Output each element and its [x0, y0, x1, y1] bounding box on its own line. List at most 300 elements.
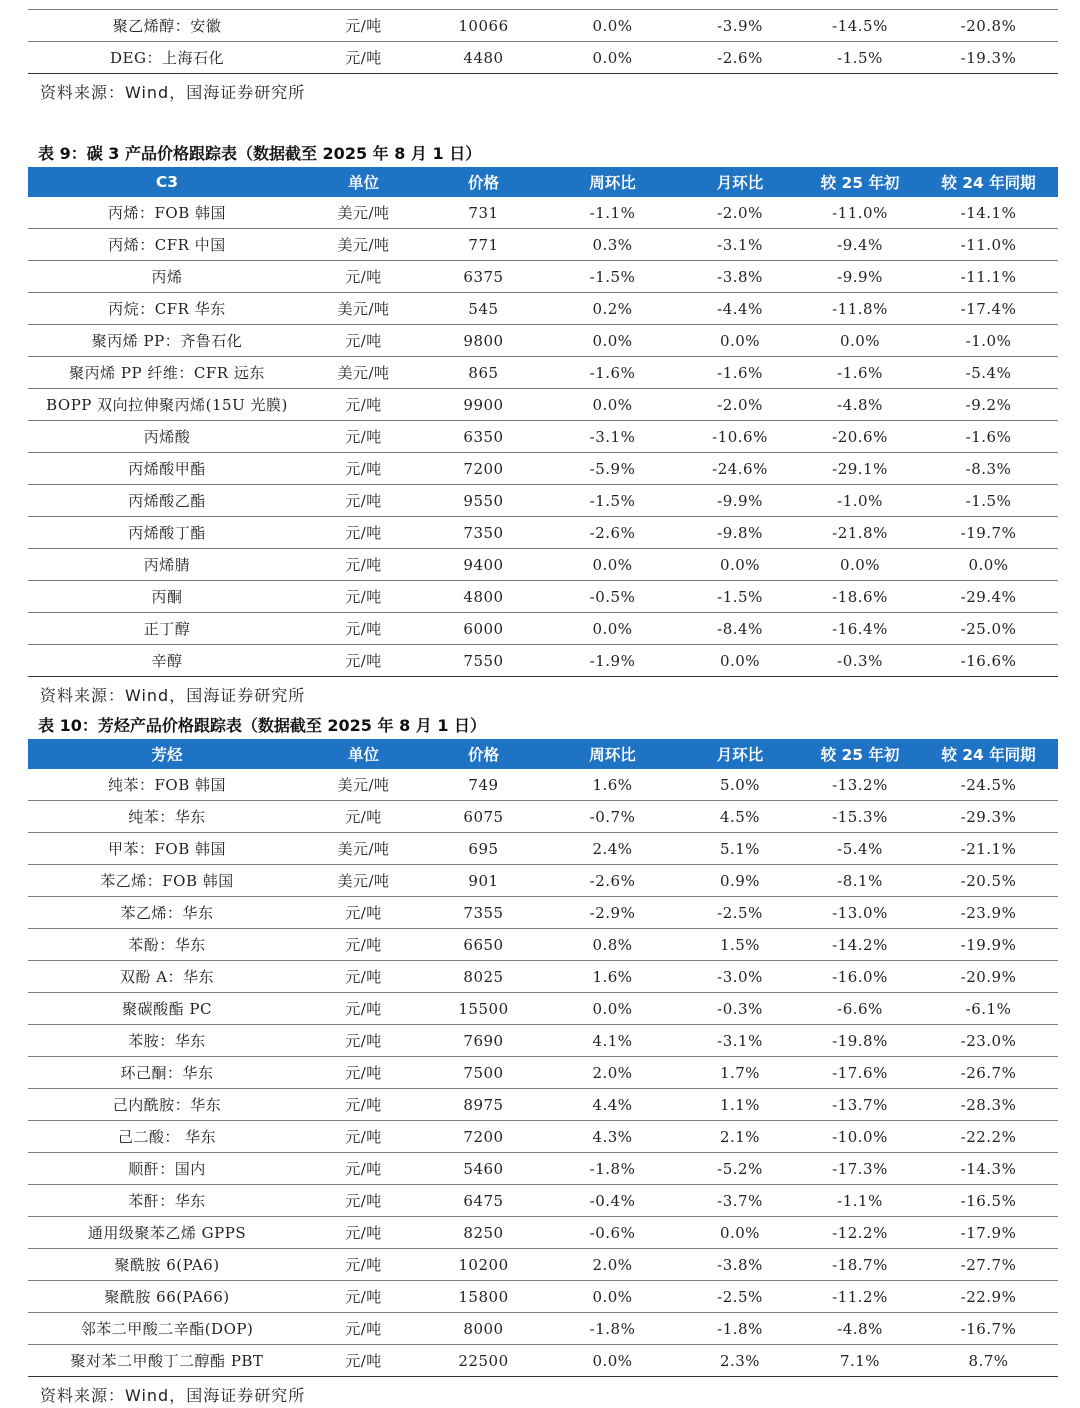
table-cell: -19.9% — [919, 929, 1058, 961]
table-cell: 顺酐：国内 — [28, 1153, 306, 1185]
table-cell: 元/吨 — [306, 897, 421, 929]
column-header: 较 24 年同期 — [919, 739, 1058, 769]
table-cell: 0.0% — [546, 1345, 679, 1377]
table-cell: 15500 — [421, 993, 546, 1025]
column-header: 价格 — [421, 739, 546, 769]
table-cell: 9800 — [421, 325, 546, 357]
table-cell: -14.2% — [801, 929, 919, 961]
table-cell: -4.8% — [801, 1313, 919, 1345]
table-row — [28, 261, 1058, 293]
table-cell: -5.2% — [679, 1153, 801, 1185]
table-cell: 0.0% — [919, 549, 1058, 581]
table-cell: 苯乙烯：FOB 韩国 — [28, 865, 306, 897]
table-cell: 苯胺：华东 — [28, 1025, 306, 1057]
table-cell: -1.5% — [679, 581, 801, 613]
table-cell: -29.3% — [919, 801, 1058, 833]
table-cell: 元/吨 — [306, 389, 421, 421]
table-cell: 8.7% — [919, 1345, 1058, 1377]
table-cell: 1.1% — [679, 1089, 801, 1121]
column-header: C3 — [28, 167, 306, 197]
table-cell: 聚乙烯醇：安徽 — [28, 10, 306, 42]
table-cell: 0.0% — [801, 325, 919, 357]
table-cell: 4.1% — [546, 1025, 679, 1057]
table-row — [28, 1153, 1058, 1185]
table-cell: -1.8% — [546, 1153, 679, 1185]
table-row — [28, 1185, 1058, 1217]
table-cell: 聚丙烯 PP：齐鲁石化 — [28, 325, 306, 357]
table-cell: -17.6% — [801, 1057, 919, 1089]
table-cell: -14.5% — [801, 10, 919, 42]
table-row — [28, 453, 1058, 485]
table-cell: -1.6% — [546, 357, 679, 389]
table-cell: -0.7% — [546, 801, 679, 833]
table-cell: -12.2% — [801, 1217, 919, 1249]
table-row — [28, 1249, 1058, 1281]
table-cell: -19.3% — [919, 42, 1058, 74]
table-cell: 美元/吨 — [306, 229, 421, 261]
table-cell: 695 — [421, 833, 546, 865]
table-row — [28, 801, 1058, 833]
table-cell: 9900 — [421, 389, 546, 421]
table-row — [28, 581, 1058, 613]
table-cell: 8250 — [421, 1217, 546, 1249]
table-cell: 4.5% — [679, 801, 801, 833]
table-cell: 0.0% — [546, 325, 679, 357]
table-row — [28, 961, 1058, 993]
table-cell: -4.4% — [679, 293, 801, 325]
table-cell: 美元/吨 — [306, 197, 421, 229]
table-row — [28, 865, 1058, 897]
table-cell: -20.5% — [919, 865, 1058, 897]
table-cell: 元/吨 — [306, 645, 421, 677]
table-cell: 0.0% — [679, 1217, 801, 1249]
aromatics-price-table — [28, 739, 1058, 1377]
column-header: 月环比 — [679, 739, 801, 769]
table-row — [28, 325, 1058, 357]
table-cell: 1.6% — [546, 961, 679, 993]
table-cell: -13.2% — [801, 769, 919, 801]
table-cell: -20.6% — [801, 421, 919, 453]
table-cell: -1.5% — [919, 485, 1058, 517]
table-cell: -21.1% — [919, 833, 1058, 865]
table-row — [28, 485, 1058, 517]
table-cell: 1.6% — [546, 769, 679, 801]
table-cell: 聚碳酸酯 PC — [28, 993, 306, 1025]
table-cell: -17.9% — [919, 1217, 1058, 1249]
table-cell: 元/吨 — [306, 1089, 421, 1121]
table-cell: 聚对苯二甲酸丁二醇酯 PBT — [28, 1345, 306, 1377]
table-cell: 邻苯二甲酸二辛酯(DOP) — [28, 1313, 306, 1345]
table-cell: 22500 — [421, 1345, 546, 1377]
table-cell: -3.8% — [679, 1249, 801, 1281]
table-row — [28, 197, 1058, 229]
table-cell: 0.0% — [546, 993, 679, 1025]
table-cell: 4800 — [421, 581, 546, 613]
table-cell: -16.0% — [801, 961, 919, 993]
table-cell: -2.6% — [546, 865, 679, 897]
table-cell: 0.0% — [546, 613, 679, 645]
table-cell: -11.8% — [801, 293, 919, 325]
table-cell: 7.1% — [801, 1345, 919, 1377]
table-cell: -2.0% — [679, 389, 801, 421]
table-cell: 0.0% — [679, 645, 801, 677]
table-cell: -2.6% — [679, 42, 801, 74]
table-cell: 6000 — [421, 613, 546, 645]
table-cell: -11.0% — [919, 229, 1058, 261]
table-cell: 正丁醇 — [28, 613, 306, 645]
table-cell: 元/吨 — [306, 1249, 421, 1281]
column-header: 单位 — [306, 167, 421, 197]
table-cell: 元/吨 — [306, 1281, 421, 1313]
table-cell: 5460 — [421, 1153, 546, 1185]
table-cell: -3.0% — [679, 961, 801, 993]
table-cell: -27.7% — [919, 1249, 1058, 1281]
column-header: 周环比 — [546, 167, 679, 197]
table-cell: 0.0% — [679, 325, 801, 357]
source-note: 资料来源：Wind，国海证券研究所 — [40, 686, 306, 705]
table-cell: -15.3% — [801, 801, 919, 833]
table-row — [28, 357, 1058, 389]
table-cell: -0.3% — [801, 645, 919, 677]
table-cell: -9.8% — [679, 517, 801, 549]
table-cell: -13.7% — [801, 1089, 919, 1121]
table-cell: 元/吨 — [306, 581, 421, 613]
table-cell: -2.9% — [546, 897, 679, 929]
table-cell: -1.6% — [919, 421, 1058, 453]
table-cell: 环己酮：华东 — [28, 1057, 306, 1089]
table-cell: 丙烯酸丁酯 — [28, 517, 306, 549]
table-cell: 丙烯酸甲酯 — [28, 453, 306, 485]
table-cell: 苯酚：华东 — [28, 929, 306, 961]
table-cell: -2.6% — [546, 517, 679, 549]
table-cell: -2.5% — [679, 1281, 801, 1313]
table-cell: -16.7% — [919, 1313, 1058, 1345]
table-cell: -13.0% — [801, 897, 919, 929]
column-header: 价格 — [421, 167, 546, 197]
table-cell: 通用级聚苯乙烯 GPPS — [28, 1217, 306, 1249]
table-cell: -22.9% — [919, 1281, 1058, 1313]
table-cell: 8975 — [421, 1089, 546, 1121]
table-cell: -1.1% — [801, 1185, 919, 1217]
table-cell: 7200 — [421, 1121, 546, 1153]
table-row — [28, 389, 1058, 421]
table-cell: BOPP 双向拉伸聚丙烯(15U 光膜) — [28, 389, 306, 421]
table-row — [28, 549, 1058, 581]
table-cell: 7500 — [421, 1057, 546, 1089]
table-cell: 5.0% — [679, 769, 801, 801]
table-cell: 己二酸： 华东 — [28, 1121, 306, 1153]
table-cell: -19.8% — [801, 1025, 919, 1057]
column-header: 较 24 年同期 — [919, 167, 1058, 197]
table-cell: -9.9% — [679, 485, 801, 517]
table-cell: 丙烯：FOB 韩国 — [28, 197, 306, 229]
table-cell: 7200 — [421, 453, 546, 485]
table-cell: -16.6% — [919, 645, 1058, 677]
table-cell: 0.0% — [801, 549, 919, 581]
table-cell: 己内酰胺：华东 — [28, 1089, 306, 1121]
table-cell: 聚酰胺 6(PA6) — [28, 1249, 306, 1281]
table-cell: 元/吨 — [306, 1025, 421, 1057]
table-cell: -3.1% — [679, 229, 801, 261]
table-row — [28, 42, 1058, 74]
table-cell: -1.9% — [546, 645, 679, 677]
table-cell: 0.8% — [546, 929, 679, 961]
table-cell: 10066 — [421, 10, 546, 42]
table-cell: -3.1% — [679, 1025, 801, 1057]
table-cell: -5.4% — [919, 357, 1058, 389]
table-cell: -1.8% — [679, 1313, 801, 1345]
table-cell: 0.0% — [546, 10, 679, 42]
table-cell: -3.9% — [679, 10, 801, 42]
table-cell: -14.3% — [919, 1153, 1058, 1185]
table-cell: 辛醇 — [28, 645, 306, 677]
table-cell: 元/吨 — [306, 993, 421, 1025]
table-row — [28, 1281, 1058, 1313]
column-header: 单位 — [306, 739, 421, 769]
table-cell: 美元/吨 — [306, 833, 421, 865]
table-row — [28, 1057, 1058, 1089]
table-cell: 0.0% — [546, 389, 679, 421]
table-cell: -4.8% — [801, 389, 919, 421]
table-cell: 元/吨 — [306, 1153, 421, 1185]
table-cell: 2.0% — [546, 1057, 679, 1089]
table-cell: 元/吨 — [306, 325, 421, 357]
table-cell: -17.3% — [801, 1153, 919, 1185]
table-cell: -0.3% — [679, 993, 801, 1025]
source-note: 资料来源：Wind，国海证券研究所 — [40, 83, 306, 102]
table-cell: 7355 — [421, 897, 546, 929]
table-cell: 元/吨 — [306, 261, 421, 293]
table-cell: 0.3% — [546, 229, 679, 261]
table-cell: -1.1% — [546, 197, 679, 229]
table-row — [28, 1121, 1058, 1153]
table-cell: -0.6% — [546, 1217, 679, 1249]
table-cell: -9.2% — [919, 389, 1058, 421]
table-cell: -16.5% — [919, 1185, 1058, 1217]
table-cell: 545 — [421, 293, 546, 325]
table-cell: 苯酐：华东 — [28, 1185, 306, 1217]
table-cell: 8025 — [421, 961, 546, 993]
table-cell: 元/吨 — [306, 549, 421, 581]
table-cell: -24.5% — [919, 769, 1058, 801]
table-cell: -5.4% — [801, 833, 919, 865]
c3-price-table — [28, 167, 1058, 677]
table-caption: 表 9：碳 3 产品价格跟踪表（数据截至 2025 年 8 月 1 日） — [38, 144, 482, 163]
table-cell: 纯苯：FOB 韩国 — [28, 769, 306, 801]
table-cell: 丙烯酸 — [28, 421, 306, 453]
table-row — [28, 1313, 1058, 1345]
table-row — [28, 10, 1058, 42]
table-cell: 0.0% — [679, 549, 801, 581]
table-cell: -8.3% — [919, 453, 1058, 485]
table-cell: -23.9% — [919, 897, 1058, 929]
table-cell: 6375 — [421, 261, 546, 293]
table-cell: -9.4% — [801, 229, 919, 261]
table-cell: -1.8% — [546, 1313, 679, 1345]
table-cell: -11.0% — [801, 197, 919, 229]
table-cell: -1.6% — [801, 357, 919, 389]
table-cell: 元/吨 — [306, 10, 421, 42]
table-cell: 双酚 A：华东 — [28, 961, 306, 993]
table-row — [28, 293, 1058, 325]
table-row — [28, 613, 1058, 645]
table-cell: 甲苯：FOB 韩国 — [28, 833, 306, 865]
table-row — [28, 645, 1058, 677]
table-cell: -29.1% — [801, 453, 919, 485]
table-cell: 2.1% — [679, 1121, 801, 1153]
table-cell: 美元/吨 — [306, 769, 421, 801]
table-cell: 15800 — [421, 1281, 546, 1313]
table-cell: 6350 — [421, 421, 546, 453]
table-row — [28, 833, 1058, 865]
table-cell: 4.4% — [546, 1089, 679, 1121]
table-cell: -6.6% — [801, 993, 919, 1025]
table-cell: 苯乙烯：华东 — [28, 897, 306, 929]
table-cell: -1.5% — [546, 485, 679, 517]
table-cell: -6.1% — [919, 993, 1058, 1025]
table-cell: -19.7% — [919, 517, 1058, 549]
table-cell: 元/吨 — [306, 961, 421, 993]
table-cell: -11.1% — [919, 261, 1058, 293]
table-cell: 5.1% — [679, 833, 801, 865]
table-cell: -11.2% — [801, 1281, 919, 1313]
table-cell: -1.5% — [801, 42, 919, 74]
table-cell: 美元/吨 — [306, 357, 421, 389]
table-cell: 丙烯酸乙酯 — [28, 485, 306, 517]
table-row — [28, 421, 1058, 453]
table-cell: 749 — [421, 769, 546, 801]
table-cell: 元/吨 — [306, 453, 421, 485]
table-cell: -18.6% — [801, 581, 919, 613]
table-cell: -3.1% — [546, 421, 679, 453]
table-row — [28, 1025, 1058, 1057]
table-cell: 2.4% — [546, 833, 679, 865]
table-cell: 6475 — [421, 1185, 546, 1217]
table-cell: -9.9% — [801, 261, 919, 293]
table-cell: 2.0% — [546, 1249, 679, 1281]
table-cell: -16.4% — [801, 613, 919, 645]
table-cell: -3.8% — [679, 261, 801, 293]
source-note: 资料来源：Wind，国海证券研究所 — [40, 1386, 306, 1405]
table-cell: 元/吨 — [306, 485, 421, 517]
header-row — [28, 739, 1058, 769]
table-cell: -1.0% — [919, 325, 1058, 357]
table-cell: 丙烯 — [28, 261, 306, 293]
table-cell: 10200 — [421, 1249, 546, 1281]
table-cell: 901 — [421, 865, 546, 897]
table-cell: -5.9% — [546, 453, 679, 485]
table-cell: -2.0% — [679, 197, 801, 229]
table-cell: 731 — [421, 197, 546, 229]
table-cell: 丙烯：CFR 中国 — [28, 229, 306, 261]
table-cell: 0.0% — [546, 1281, 679, 1313]
table-cell: -1.0% — [801, 485, 919, 517]
table-cell: 元/吨 — [306, 1313, 421, 1345]
table-row — [28, 1345, 1058, 1377]
table-cell: -0.5% — [546, 581, 679, 613]
table-cell: 9400 — [421, 549, 546, 581]
table-cell: 元/吨 — [306, 929, 421, 961]
table-cell: -2.5% — [679, 897, 801, 929]
table-cell: 美元/吨 — [306, 865, 421, 897]
table-cell: 元/吨 — [306, 613, 421, 645]
table-cell: 0.0% — [546, 42, 679, 74]
table-cell: -28.3% — [919, 1089, 1058, 1121]
table-cell: -24.6% — [679, 453, 801, 485]
table-cell: 1.7% — [679, 1057, 801, 1089]
table-cell: 0.2% — [546, 293, 679, 325]
table-cell: -1.6% — [679, 357, 801, 389]
table-cell: -10.6% — [679, 421, 801, 453]
table-cell: -17.4% — [919, 293, 1058, 325]
table-cell: -10.0% — [801, 1121, 919, 1153]
table-cell: 丙烯腈 — [28, 549, 306, 581]
table-cell: -8.1% — [801, 865, 919, 897]
table-cell: -3.7% — [679, 1185, 801, 1217]
table-cell: -1.5% — [546, 261, 679, 293]
table-cell: 聚丙烯 PP 纤维：CFR 远东 — [28, 357, 306, 389]
table-cell: -23.0% — [919, 1025, 1058, 1057]
table-cell: 元/吨 — [306, 1121, 421, 1153]
table-row — [28, 1217, 1058, 1249]
table-cell: 4480 — [421, 42, 546, 74]
table-cell: 元/吨 — [306, 1185, 421, 1217]
table-cell: 6075 — [421, 801, 546, 833]
table-cell: 聚酰胺 66(PA66) — [28, 1281, 306, 1313]
table-row — [28, 229, 1058, 261]
table-cell: 元/吨 — [306, 1217, 421, 1249]
table-cell: 纯苯：华东 — [28, 801, 306, 833]
table-cell: -0.4% — [546, 1185, 679, 1217]
table-cell: 865 — [421, 357, 546, 389]
table-cell: 7690 — [421, 1025, 546, 1057]
price-table-continued — [28, 9, 1058, 74]
table-cell: -8.4% — [679, 613, 801, 645]
table-cell: 元/吨 — [306, 1057, 421, 1089]
table-cell: 丙酮 — [28, 581, 306, 613]
table-row — [28, 517, 1058, 549]
table-cell: 9550 — [421, 485, 546, 517]
table-cell: 元/吨 — [306, 1345, 421, 1377]
column-header: 较 25 年初 — [801, 167, 919, 197]
table-cell: -14.1% — [919, 197, 1058, 229]
table-row — [28, 769, 1058, 801]
table-cell: 771 — [421, 229, 546, 261]
table-cell: 2.3% — [679, 1345, 801, 1377]
table-cell: -18.7% — [801, 1249, 919, 1281]
table-row — [28, 897, 1058, 929]
table-cell: -20.8% — [919, 10, 1058, 42]
table-cell: -29.4% — [919, 581, 1058, 613]
table-cell: 8000 — [421, 1313, 546, 1345]
table-cell: -25.0% — [919, 613, 1058, 645]
table-cell: 美元/吨 — [306, 293, 421, 325]
table-cell: -20.9% — [919, 961, 1058, 993]
column-header: 较 25 年初 — [801, 739, 919, 769]
table-row — [28, 993, 1058, 1025]
table-cell: 元/吨 — [306, 421, 421, 453]
table-cell: -22.2% — [919, 1121, 1058, 1153]
table-cell: 0.9% — [679, 865, 801, 897]
table-row — [28, 929, 1058, 961]
table-cell: -21.8% — [801, 517, 919, 549]
table-cell: 7550 — [421, 645, 546, 677]
table-cell: 7350 — [421, 517, 546, 549]
column-header: 月环比 — [679, 167, 801, 197]
table-row — [28, 1089, 1058, 1121]
table-cell: 元/吨 — [306, 517, 421, 549]
table-cell: 4.3% — [546, 1121, 679, 1153]
